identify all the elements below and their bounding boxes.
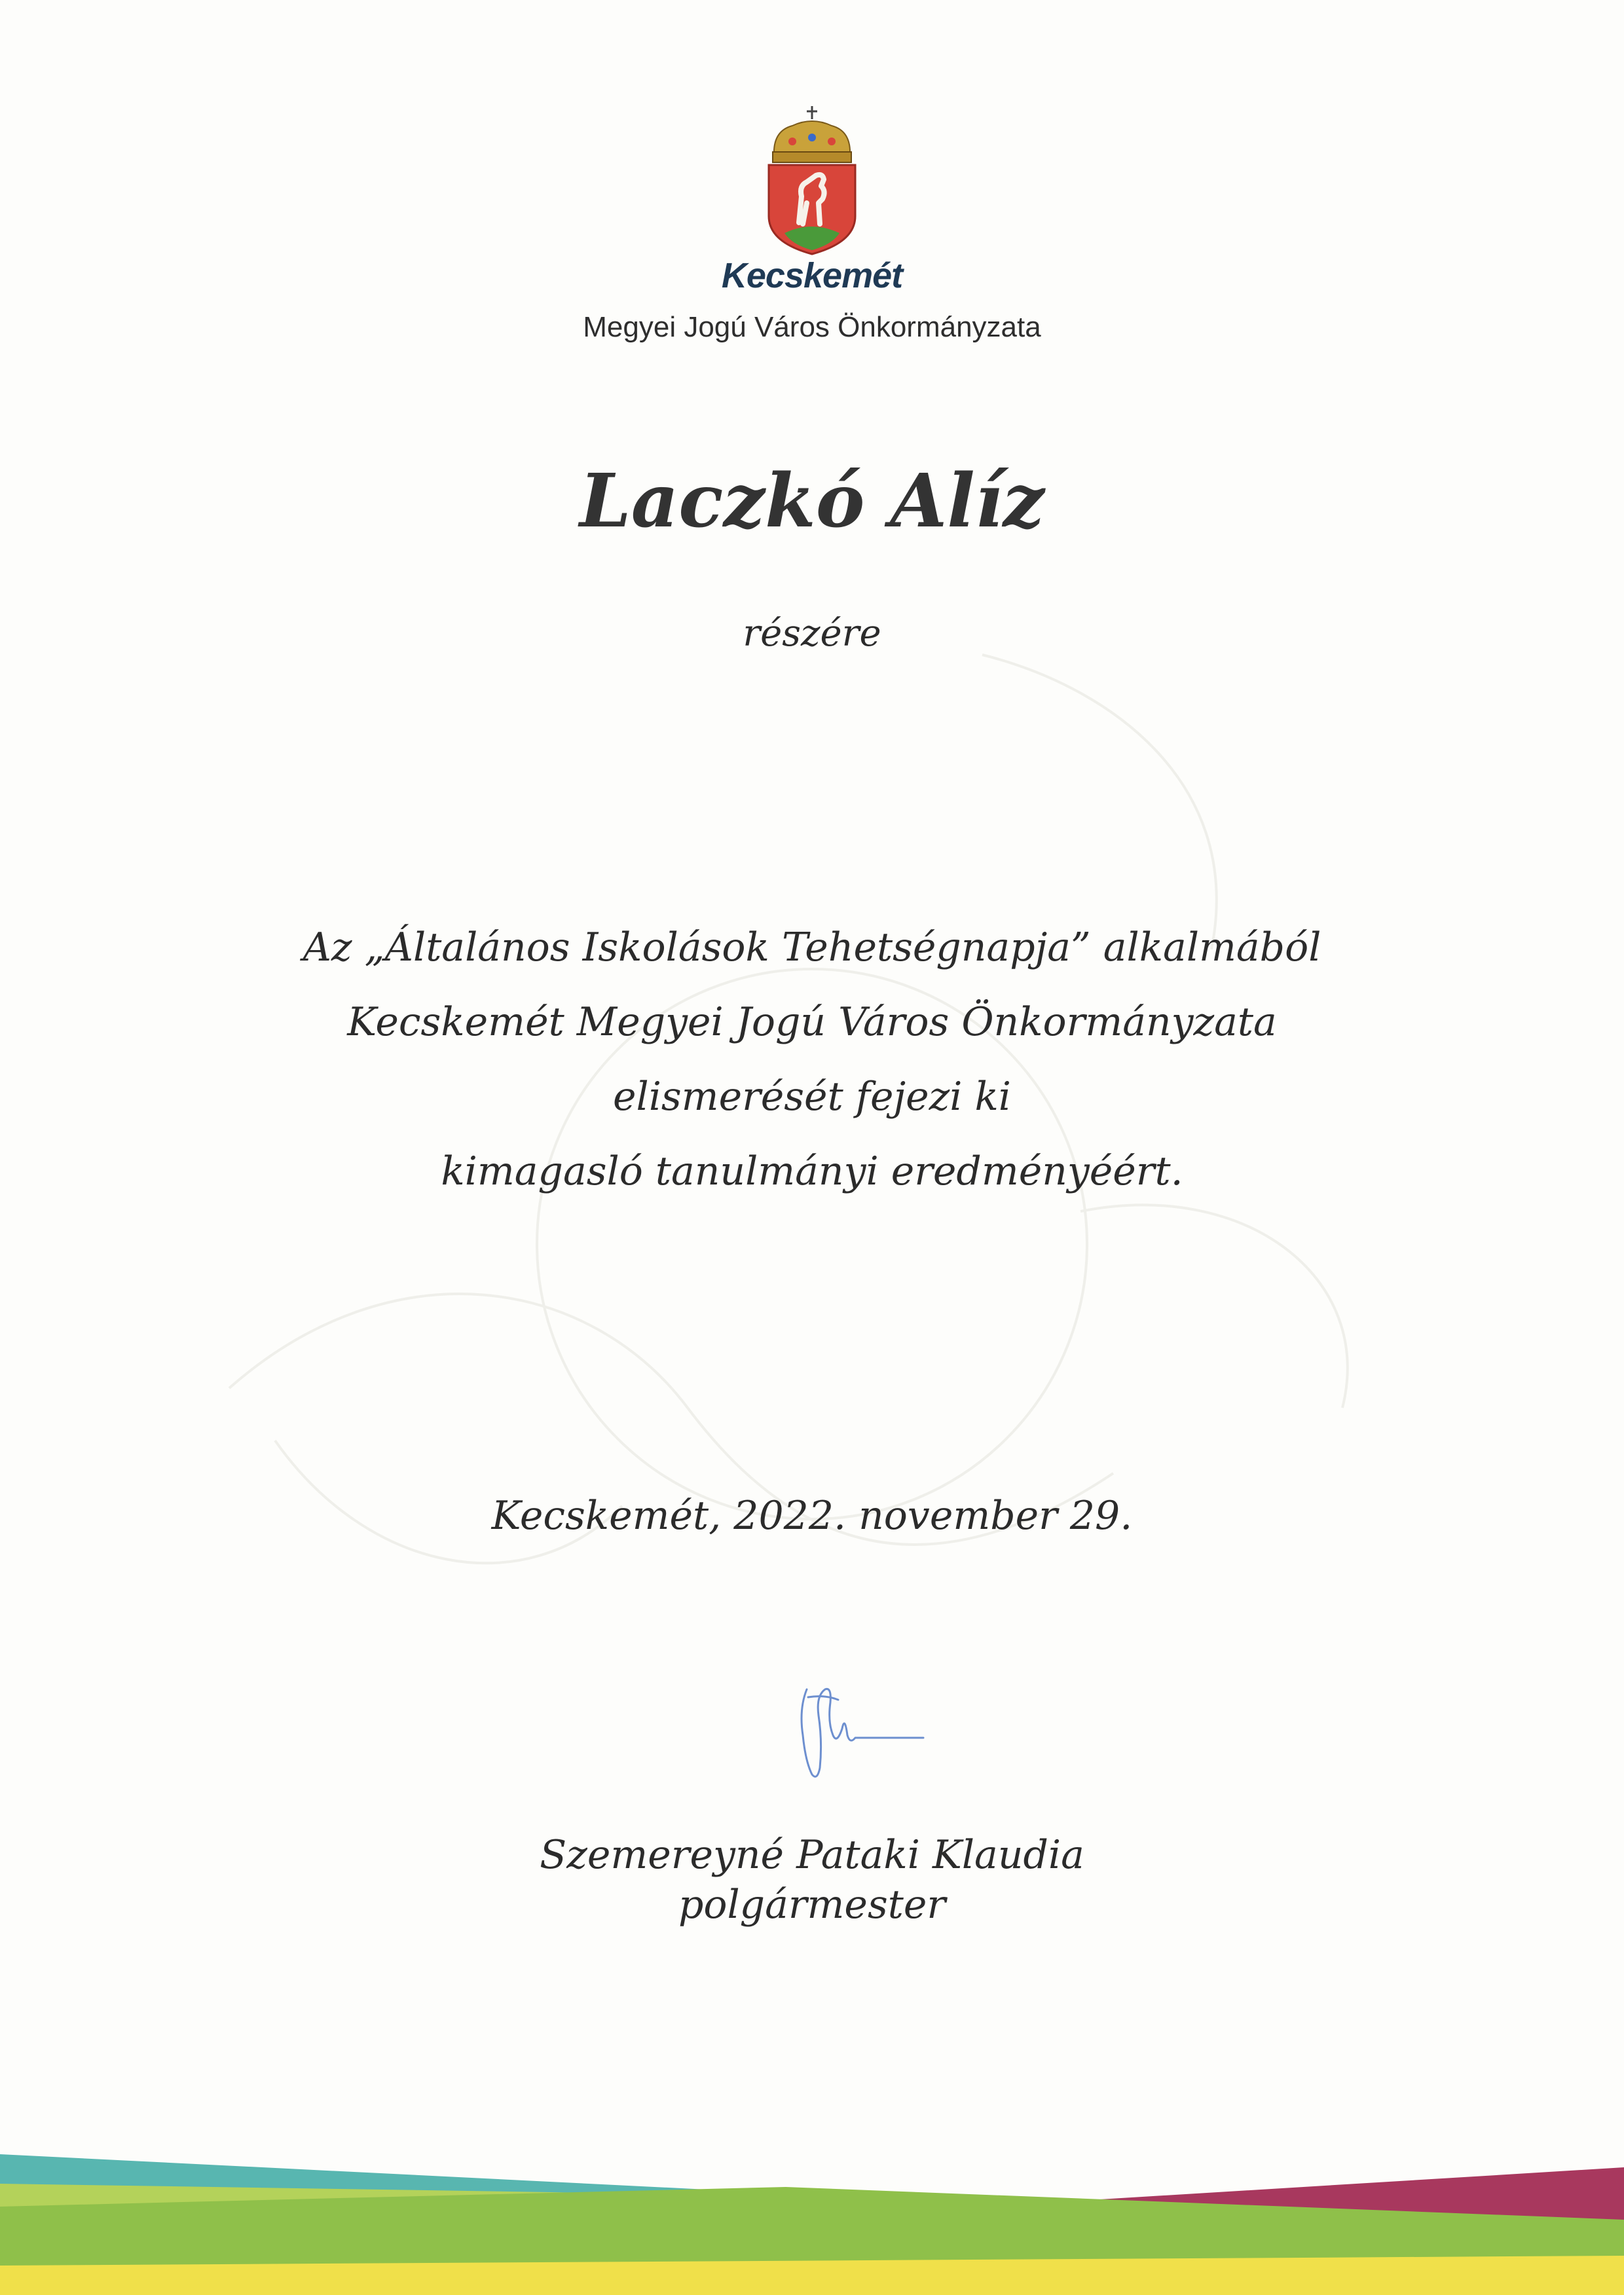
signer-block (0, 1830, 1624, 1930)
city-logo-text: Kecskemét (721, 256, 903, 295)
body-line: kimagasló tanulmányi eredményéért. (441, 1148, 1183, 1194)
certificate-body (0, 910, 1624, 1209)
body-line: elismerését fejezi ki (613, 1074, 1011, 1120)
body-line: Kecskemét Megyei Jogú Város Önkormányzata (347, 999, 1277, 1045)
signer-title: polgármester (678, 1882, 946, 1928)
coat-of-arms-icon (760, 105, 864, 257)
body-line: Az „Általános Iskolások Tehetségnapja” alkalmából (303, 925, 1321, 970)
place-and-date: Kecskemét, 2022. november 29. (491, 1493, 1133, 1539)
signer-name: Szemereyné Pataki Klaudia (540, 1832, 1084, 1878)
decorative-stripes (0, 2128, 1624, 2295)
recipient-name: Laczkó Alíz (579, 458, 1044, 544)
recipient-suffix: részére (743, 612, 881, 655)
handwritten-signature (779, 1663, 936, 1807)
organization-name: Megyei Jogú Város Önkormányzata (583, 311, 1041, 343)
